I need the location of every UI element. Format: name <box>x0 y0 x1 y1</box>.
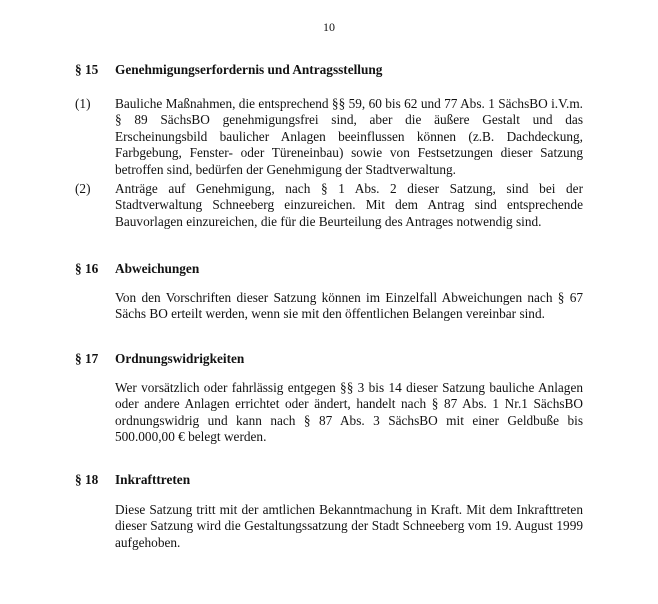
section-number: § 17 <box>75 351 99 366</box>
section-heading <box>75 472 190 488</box>
paragraph <box>75 380 583 446</box>
section-number: § 16 <box>75 261 99 276</box>
paragraph-text: Bauliche Maßnahmen, die entsprechend §§ 59, 60 bis 62 und 77 Abs. 1 SächsBO i.V.m. § 89 SächsBO genehmigungsfrei sind, aber die äußere Gestalt und das Erscheinungsbild baulicher Anlagen beeinflussen können (z.B. Dachdeckung, Farbgebung, Fenster- oder Türeneinbau) sowie von Festsetzungen dieser Satzung betroffen sind, bedürfen der Genehmigung der Stadtverwaltung. <box>115 96 583 177</box>
paragraph <box>75 96 583 178</box>
section-title: Genehmigungserfordernis und Antragsstellung <box>115 62 383 77</box>
paragraph-marker: (1) <box>75 96 91 111</box>
section-title: Inkrafttreten <box>115 472 191 487</box>
section-number: § 15 <box>75 62 99 77</box>
paragraph-text: Von den Vorschriften dieser Satzung können im Einzelfall Abweichungen nach § 67 Sächs BO erteilt werden, wenn sie mit den öffentlichen Belangen vereinbar sind. <box>115 290 583 322</box>
section-title: Abweichungen <box>115 261 200 276</box>
paragraph <box>75 290 583 323</box>
section-title: Ordnungswidrigkeiten <box>115 351 245 366</box>
section-heading <box>75 62 382 78</box>
paragraph-marker: (2) <box>75 181 91 196</box>
page-number: 10 <box>323 20 335 34</box>
paragraph <box>75 502 583 551</box>
paragraph-text: Wer vorsätzlich oder fahrlässig entgegen §§ 3 bis 14 dieser Satzung bauliche Anlagen oder andere Anlagen errichtet oder ändert, handelt nach § 87 Abs. 1 Nr.1 SächsBO ordnungswidrig und kann nach § 87 Abs. 3 SächsBO mit einer Geldbuße bis 500.000,00 € belegt werden. <box>115 380 583 445</box>
section-number: § 18 <box>75 472 99 487</box>
paragraph-text: Diese Satzung tritt mit der amtlichen Bekanntmachung in Kraft. Mit dem Inkrafttreten dieser Satzung wird die Gestaltungssatzung der Stadt Schneeberg vom 19. August 1999 aufgehoben. <box>115 502 583 550</box>
section-heading <box>75 351 244 367</box>
paragraph <box>75 181 583 230</box>
paragraph-text: Anträge auf Genehmigung, nach § 1 Abs. 2 dieser Satzung, sind bei der Stadtverwaltung Schneeberg einzureichen. Mit dem Antrag sind entsprechende Bauvorlagen einzureichen, die für die Beurteilung des Antrages notwendig sind. <box>115 181 583 229</box>
section-heading <box>75 261 199 277</box>
